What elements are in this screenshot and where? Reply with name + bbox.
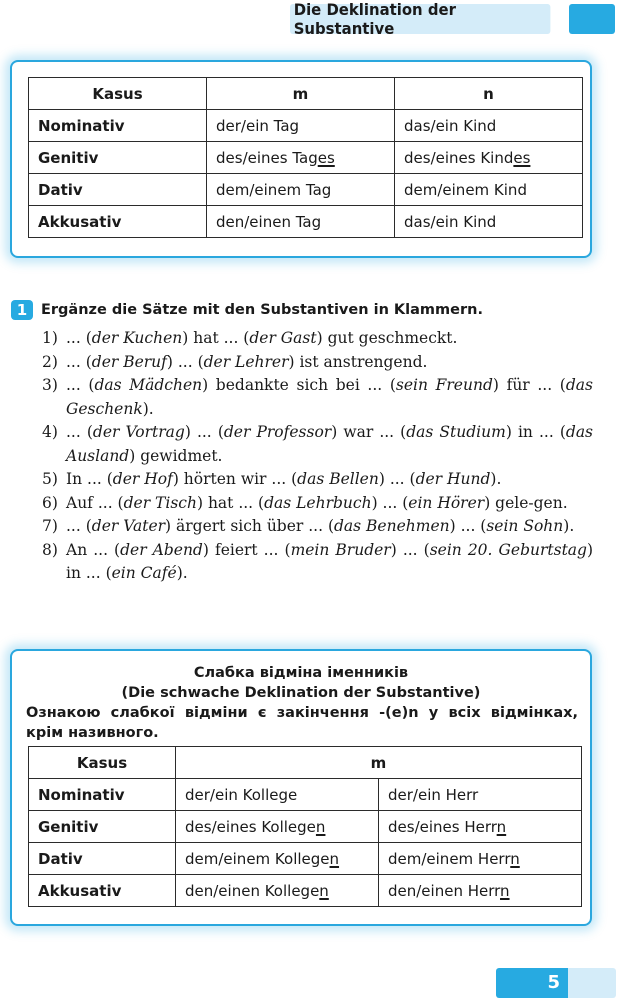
sentence-fragment: ) hat ... ( bbox=[182, 329, 250, 347]
form-cell-a bbox=[176, 875, 379, 907]
form-cell-b bbox=[379, 843, 582, 875]
form-cell-a bbox=[176, 811, 379, 843]
sentence-text bbox=[66, 374, 593, 421]
kasus-cell: Dativ bbox=[29, 174, 207, 206]
noun-in-brackets: der Tisch bbox=[123, 493, 197, 512]
weak-declension-table bbox=[28, 746, 582, 907]
form-text: dem/einem Kind bbox=[404, 180, 527, 199]
sentence-text bbox=[66, 351, 593, 375]
sentence-item bbox=[42, 468, 593, 492]
noun-in-brackets: das Ausland bbox=[66, 423, 594, 465]
case-ending: n bbox=[315, 817, 326, 836]
sentence-list bbox=[42, 327, 593, 586]
case-ending: n bbox=[496, 817, 507, 836]
form-cell-m bbox=[207, 142, 395, 174]
form-text: des/eines Tag bbox=[216, 148, 318, 167]
form-cell-n bbox=[395, 174, 583, 206]
form-text: den/einen Kollege bbox=[185, 881, 320, 900]
noun-in-brackets: der Hof bbox=[112, 470, 173, 488]
noun-in-brackets: das Mädchen bbox=[94, 376, 203, 394]
noun-in-brackets: mein Bruder bbox=[290, 540, 391, 559]
form-cell-b bbox=[379, 779, 582, 811]
form-cell-a bbox=[176, 843, 379, 875]
noun-in-brackets: sein 20. Geburtstag bbox=[429, 540, 587, 559]
noun-in-brackets: der Lehrer bbox=[203, 352, 289, 371]
sentence-fragment: ) gele-gen. bbox=[484, 493, 568, 512]
declension-box bbox=[10, 60, 592, 258]
sentence-number: 2) bbox=[42, 352, 58, 371]
sentence-fragment: ... ( bbox=[66, 352, 92, 371]
sentence-fragment: ) ärgert sich über ... ( bbox=[165, 517, 334, 535]
exercise-title: Ergänze die Sätze mit den Substantiven in Klammern. bbox=[41, 302, 483, 318]
form-cell-m bbox=[207, 110, 395, 142]
form-text: des/eines Herr bbox=[388, 817, 497, 836]
form-cell-b bbox=[379, 811, 582, 843]
table-header-row bbox=[29, 747, 582, 779]
sentence-fragment: ). bbox=[563, 517, 575, 535]
sentence-fragment: ) hat ... ( bbox=[196, 493, 265, 512]
kasus-cell: Genitiv bbox=[29, 142, 207, 174]
noun-in-brackets: das Lehrbuch bbox=[264, 493, 372, 512]
sentence-number: 7) bbox=[42, 517, 58, 535]
sentence-number: 1) bbox=[42, 329, 58, 347]
sentence-text bbox=[66, 327, 593, 351]
case-ending: es bbox=[317, 148, 335, 167]
sentence-fragment: ) in ... ( bbox=[66, 540, 594, 582]
sentence-number: 3) bbox=[42, 376, 58, 394]
case-ending: es bbox=[513, 148, 531, 167]
form-cell-n bbox=[395, 206, 583, 238]
kasus-cell: Genitiv bbox=[29, 811, 176, 843]
sentence-number: 6) bbox=[42, 493, 58, 512]
weak-declension-box bbox=[10, 649, 592, 926]
sentence-number: 4) bbox=[42, 423, 58, 441]
kasus-cell: Dativ bbox=[29, 843, 176, 875]
form-cell-n bbox=[395, 142, 583, 174]
header-title: Die Deklination der Substantive bbox=[293, 0, 456, 38]
noun-in-brackets: der Vortrag bbox=[92, 423, 185, 441]
sentence-fragment: ) war ... ( bbox=[331, 423, 407, 441]
noun-in-brackets: das Benehmen bbox=[334, 517, 450, 535]
form-cell-m bbox=[207, 174, 395, 206]
sentence-fragment: ... ( bbox=[66, 329, 92, 347]
sentence-text bbox=[66, 515, 593, 539]
sentence-fragment: ). bbox=[142, 399, 154, 418]
noun-in-brackets: der Hund bbox=[415, 470, 491, 488]
sentence-fragment: ) ... ( bbox=[378, 470, 416, 488]
sentence-text bbox=[66, 468, 593, 492]
kasus-cell: Akkusativ bbox=[29, 875, 176, 907]
header-kasus: Kasus bbox=[29, 747, 176, 779]
weak-declension-note: Ознакою слабкої відміни є закінчення -(e)n у всіх відмінках, крім називного. bbox=[26, 705, 578, 741]
form-text: dem/einem Herr bbox=[388, 849, 511, 868]
sentence-fragment: An ... ( bbox=[66, 540, 121, 559]
form-cell-m bbox=[207, 206, 395, 238]
page-header bbox=[290, 0, 550, 38]
table-row bbox=[29, 843, 582, 875]
kasus-cell: Nominativ bbox=[29, 110, 207, 142]
sentence-fragment: ) ... ( bbox=[449, 517, 487, 535]
noun-in-brackets: sein Sohn bbox=[486, 517, 564, 535]
weak-declension-table-body bbox=[29, 779, 582, 907]
sentence-fragment: ) gut geschmeckt. bbox=[316, 329, 458, 347]
weak-declension-subtitle: (Die schwache Deklination der Substantive) bbox=[121, 685, 481, 701]
sentence-fragment: ) für ... ( bbox=[492, 376, 566, 394]
noun-in-brackets: ein Hörer bbox=[408, 493, 485, 512]
sentence-text bbox=[66, 421, 593, 468]
header-m: m bbox=[207, 78, 395, 110]
sentence-fragment: In ... ( bbox=[66, 470, 113, 488]
noun-in-brackets: sein Freund bbox=[395, 376, 493, 394]
form-text: das/ein Kind bbox=[404, 116, 497, 135]
sentence-fragment: ). bbox=[490, 470, 502, 488]
declension-table-body bbox=[29, 110, 583, 238]
form-cell-a bbox=[176, 779, 379, 811]
form-text: dem/einem Tag bbox=[216, 180, 332, 199]
sentence-fragment: ) ... ( bbox=[390, 540, 430, 559]
noun-in-brackets: der Professor bbox=[223, 423, 332, 441]
table-row bbox=[29, 206, 583, 238]
form-text: den/einen Herr bbox=[388, 881, 501, 900]
kasus-cell: Nominativ bbox=[29, 779, 176, 811]
sentence-text bbox=[66, 539, 593, 586]
noun-in-brackets: der Vater bbox=[91, 517, 166, 535]
sentence-fragment: ) gewidmet. bbox=[129, 446, 223, 465]
table-row bbox=[29, 811, 582, 843]
form-text: des/eines Kind bbox=[404, 148, 514, 167]
form-cell-n bbox=[395, 110, 583, 142]
form-text: das/ein Kind bbox=[404, 212, 497, 231]
header-n: n bbox=[395, 78, 583, 110]
sentence-fragment: ) ... ( bbox=[184, 423, 224, 441]
sentence-fragment: ) ist anstrengend. bbox=[288, 352, 428, 371]
case-ending: n bbox=[500, 881, 510, 900]
header-m: m bbox=[176, 747, 582, 779]
form-text: dem/einem Kollege bbox=[185, 849, 330, 868]
table-row bbox=[29, 174, 583, 206]
sentence-item bbox=[42, 421, 593, 468]
noun-in-brackets: der Beruf bbox=[91, 352, 167, 371]
sentence-item bbox=[42, 539, 593, 586]
sentence-item bbox=[42, 492, 593, 516]
sentence-fragment: ) bedankte sich bei ... ( bbox=[202, 376, 396, 394]
sentence-item bbox=[42, 327, 593, 351]
sentence-fragment: ) ... ( bbox=[371, 493, 409, 512]
noun-in-brackets: der Abend bbox=[120, 540, 203, 559]
noun-in-brackets: der Gast bbox=[249, 329, 317, 347]
sentence-fragment: ) hörten wir ... ( bbox=[172, 470, 298, 488]
noun-in-brackets: das Geschenk bbox=[66, 376, 593, 418]
case-ending: n bbox=[510, 849, 520, 868]
sentence-number: 5) bbox=[42, 470, 58, 488]
header-tab bbox=[569, 4, 615, 34]
noun-in-brackets: das Bellen bbox=[297, 470, 379, 488]
form-cell-b bbox=[379, 875, 582, 907]
form-text: den/einen Tag bbox=[216, 212, 322, 231]
table-header-row bbox=[29, 78, 583, 110]
form-text: der/ein Tag bbox=[216, 116, 300, 135]
case-ending: n bbox=[319, 881, 329, 900]
header-kasus: Kasus bbox=[29, 78, 207, 110]
declension-table bbox=[28, 77, 583, 238]
sentence-item bbox=[42, 351, 593, 375]
weak-declension-title: Слабка відміна іменників bbox=[193, 665, 409, 681]
page-number: 5 bbox=[496, 968, 568, 998]
sentence-item bbox=[42, 515, 593, 539]
table-row bbox=[29, 779, 582, 811]
form-text: des/eines Kollege bbox=[185, 817, 316, 836]
sentence-fragment: ... ( bbox=[66, 517, 92, 535]
sentence-number: 8) bbox=[42, 540, 58, 559]
table-row bbox=[29, 142, 583, 174]
sentence-fragment: ... ( bbox=[66, 376, 95, 394]
table-row bbox=[29, 110, 583, 142]
sentence-item bbox=[42, 374, 593, 421]
form-text: der/ein Kollege bbox=[185, 785, 298, 804]
noun-in-brackets: ein Café bbox=[111, 564, 177, 582]
sentence-fragment: ) feiert ... ( bbox=[202, 540, 291, 559]
case-ending: n bbox=[329, 849, 340, 868]
page-tab bbox=[568, 968, 616, 998]
kasus-cell: Akkusativ bbox=[29, 206, 207, 238]
form-text: der/ein Herr bbox=[388, 785, 479, 804]
sentence-fragment: ... ( bbox=[66, 423, 93, 441]
sentence-fragment: ). bbox=[176, 564, 188, 582]
sentence-fragment: ) in ... ( bbox=[505, 423, 566, 441]
noun-in-brackets: das Studium bbox=[406, 423, 506, 441]
noun-in-brackets: der Kuchen bbox=[91, 329, 183, 347]
exercise-number: 1 bbox=[11, 300, 33, 320]
sentence-fragment: ) ... ( bbox=[166, 352, 204, 371]
sentence-text bbox=[66, 492, 593, 516]
sentence-fragment: Auf ... ( bbox=[66, 493, 124, 512]
table-row bbox=[29, 875, 582, 907]
